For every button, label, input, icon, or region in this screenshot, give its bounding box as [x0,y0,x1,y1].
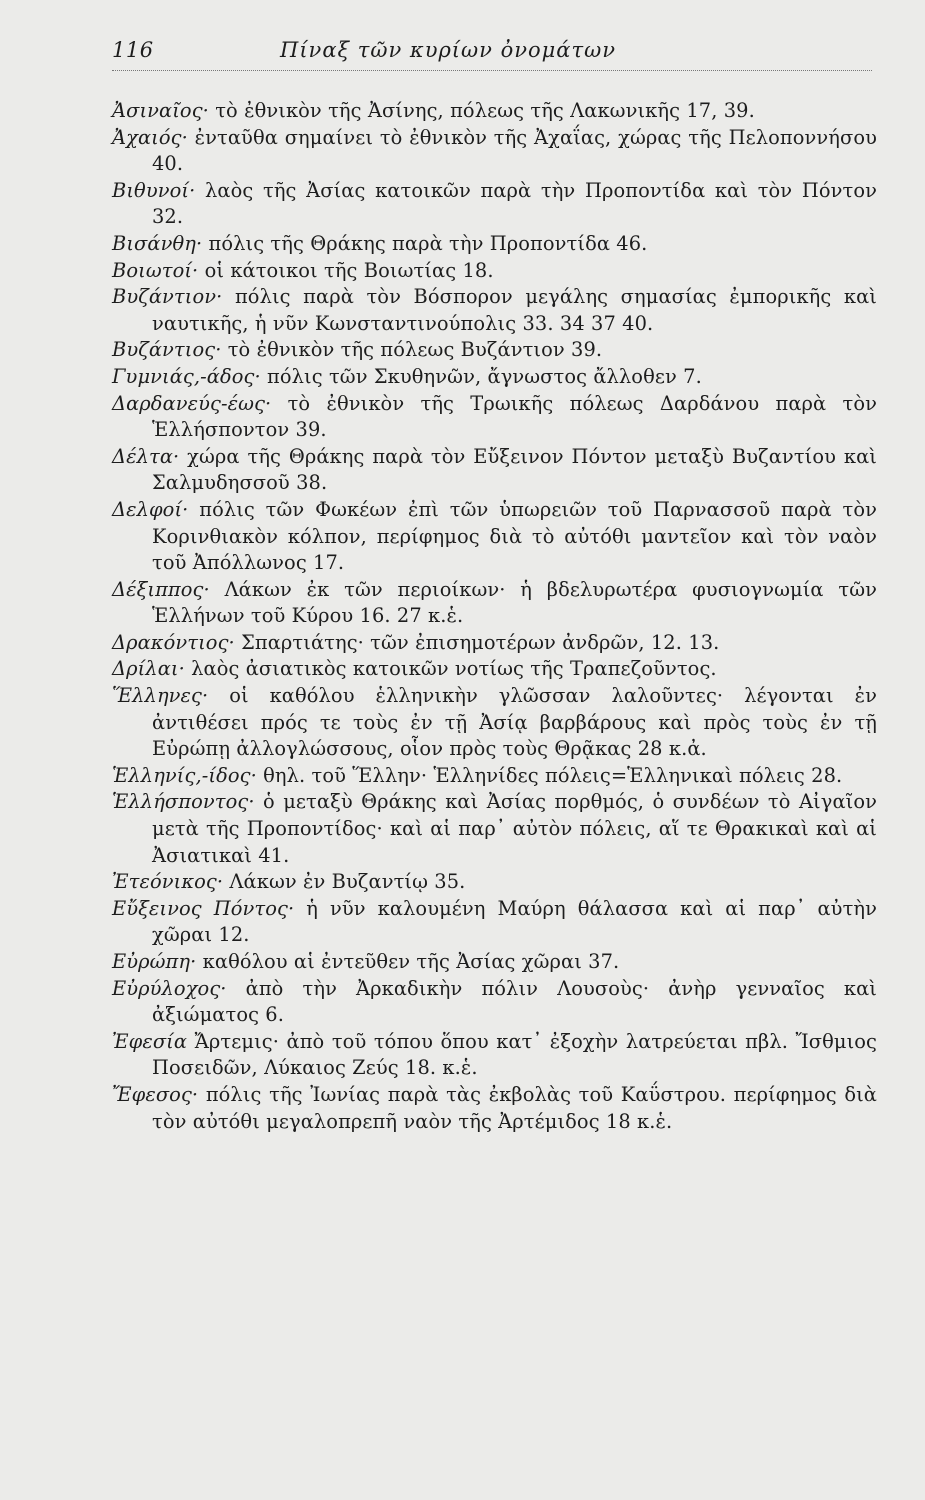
index-entry [112,976,877,1029]
index-entry [112,949,877,976]
entry-headword: Δέξιππος· [112,577,210,601]
entry-headword: Δελφοί· [112,497,189,521]
entry-headword: Βυζάντιος· [112,338,222,362]
entry-text: ἀπὸ τὴν Ἀρκαδικὴν πόλιν Λουσοὺς· ἀνὴρ γενναῖος καὶ ἀξιώματος 6. [152,976,878,1027]
entry-headword: Εὐρώπη· [112,950,197,973]
entry-text: πόλις τῶν Σκυθηνῶν, ἄγνωστος ἄλλοθεν 7. [267,364,702,388]
index-entry [112,763,877,790]
index-entry [112,391,877,444]
entry-headword: Ἐτεόνικος· [112,870,224,894]
entry-text: λαὸς τῆς Ἀσίας κατοικῶν παρὰ τὴν Προποντίδα καὶ τὸν Πόντον 32. [152,178,878,229]
entry-text: τὸ ἐθνικὸν τῆς πόλεως Βυζάντιον 39. [227,338,603,362]
entry-headword: Δρακόντιος· [112,630,235,654]
index-entry [112,1029,877,1082]
entry-text: ὁ μεταξὺ Θράκης καὶ Ἀσίας πορθμός, ὁ συνδέων τὸ Αἰγαῖον μετὰ τῆς Προποντίδος· καὶ αἱ παρ᾽ αὐτὸν πόλεις, αἵ τε Θρακικαὶ καὶ αἱ Ἀσιατικαὶ 41. [152,790,878,867]
entry-headword: Δέλτα· [112,444,180,468]
entry-headword: Βιθυνοί· [112,178,196,202]
index-entry [112,577,877,630]
entry-text: τὸ ἐθνικὸν τῆς Ἀσίνης, πόλεως τῆς Λακωνικῆς 17, 39. [215,99,755,122]
running-title: Πίναξ τῶν κυρίων ὀνομάτων [280,38,616,62]
index-entry [112,98,877,125]
index-entry [112,231,877,258]
entry-text: καθόλου αἱ ἐντεῦθεν τῆς Ἀσίας χῶραι 37. [202,950,620,973]
entry-headword: Βοιωτοί· [112,258,199,282]
index-entry [112,337,877,364]
entry-text: πόλις τῶν Φωκέων ἐπὶ τῶν ὑπωρειῶν τοῦ Παρνασσοῦ παρὰ τὸν Κορινθιακὸν κόλπον, περίφημος διὰ τὸ αὐτόθι μαντεῖον καὶ τὸν ναὸν τοῦ Ἀπόλλωνος 17. [152,497,878,575]
index-entries [112,98,877,1135]
index-entry [112,789,877,869]
entry-headword: Ἀχαιός· [112,125,188,149]
entry-text: Σπαρτιάτης· τῶν ἐπισημοτέρων ἀνδρῶν, 12. 13. [241,630,720,654]
index-entry [112,683,877,763]
index-entry [112,125,877,178]
index-entry [112,497,877,577]
entry-headword: Γυμνιάς,-άδος· [112,364,261,388]
entry-text: τὸ ἐθνικὸν τῆς Τρωικῆς πόλεως Δαρδάνου παρὰ τὸν Ἑλλήσποντον 39. [152,391,877,442]
index-entry [112,444,877,497]
entry-headword: Εὔξεινος Πόντος· [112,896,295,920]
index-entry [112,896,877,949]
entry-text: ἐνταῦθα σημαίνει τὸ ἐθνικὸν τῆς Ἀχαΐας, χώρας τῆς Πελοποννήσου 40. [152,125,877,176]
entry-headword: Εὐρύλοχος· [112,976,227,1000]
index-entry [112,178,877,231]
page-number: 116 [112,38,154,62]
entry-headword: Ἀσιναῖος· [112,99,209,122]
index-entry [112,656,877,683]
index-entry [112,258,877,285]
entry-text: Λάκων ἐκ τῶν περιοίκων· ἡ βδελυρωτέρα φυσιογνωμία τῶν Ἑλλήνων τοῦ Κύρου 16. 27 κ.ἑ. [152,577,877,628]
header-divider [112,70,872,71]
entry-headword: Βισάνθη· [112,231,203,255]
entry-text: χώρα τῆς Θράκης παρὰ τὸν Εὔξεινον Πόντον μεταξὺ Βυζαντίου καὶ Σαλμυδησσοῦ 38. [152,444,877,495]
index-entry [112,1082,877,1135]
entry-text: θηλ. τοῦ Ἕλλην· Ἑλληνίδες πόλεις=Ἑλληνικαὶ πόλεις 28. [263,763,843,787]
entry-headword: Ἑλληνίς,-ίδος· [112,763,257,787]
entry-headword: Δαρδανεύς-έως· [112,391,272,415]
entry-headword: Βυζάντιον· [112,285,223,309]
index-entry [112,869,877,896]
entry-headword: Ἕλληνες· [112,684,209,708]
entry-headword: Ἐφεσία [112,1029,188,1053]
entry-text: ἡ νῦν καλουμένη Μαύρη θάλασσα καὶ αἱ παρ᾽ αὐτὴν χῶραι 12. [152,896,878,947]
entry-text: πόλις τῆς Ἰωνίας παρὰ τὰς ἐκβολὰς τοῦ Καΰστρου. περίφημος διὰ τὸν αὐτόθι μεγαλοπρεπῆ ναὸν τῆς Ἀρτέμιδος 18 κ.ἑ. [152,1082,878,1133]
index-entry [112,284,877,337]
entry-headword: Ἑλλήσποντος· [112,790,255,814]
entry-text: Λάκων ἐν Βυζαντίῳ 35. [229,870,466,894]
entry-text: λαὸς ἀσιατικὸς κατοικῶν νοτίως τῆς Τραπεζοῦντος. [191,657,717,681]
entry-text: Ἄρτεμις· ἀπὸ τοῦ τόπου ὅπου κατ᾽ ἐξοχὴν λατρεύεται πβλ. Ἴσθμιος Ποσειδῶν, Λύκαιος Ζεύς 18. κ.ἑ. [152,1029,878,1080]
entry-text: οἱ καθόλου ἑλληνικὴν γλῶσσαν λαλοῦντες· λέγονται ἐν ἀντιθέσει πρός τε τοὺς ἐν τῇ Ἀσίᾳ βαρβάρους καὶ πρὸς τοὺς ἐν τῇ Εὐρώπῃ ἀλλογλώσσους, οἷον πρὸς τοὺς Θρᾷκας 28 κ.ἀ. [152,684,877,761]
entry-headword: Ἔφεσος· [112,1082,199,1106]
entry-text: πόλις παρὰ τὸν Βόσπορον μεγάλης σημασίας ἐμπορικῆς καὶ ναυτικῆς, ἡ νῦν Κωνσταντινούπολις 33. 34 37 40. [152,285,877,335]
index-entry [112,364,877,391]
index-entry [112,630,877,657]
entry-headword: Δρίλαι· [112,657,185,681]
entry-text: πόλις τῆς Θράκης παρὰ τὴν Προποντίδα 46. [208,231,648,255]
entry-text: οἱ κάτοικοι τῆς Βοιωτίας 18. [204,258,494,282]
page-header [112,30,880,70]
